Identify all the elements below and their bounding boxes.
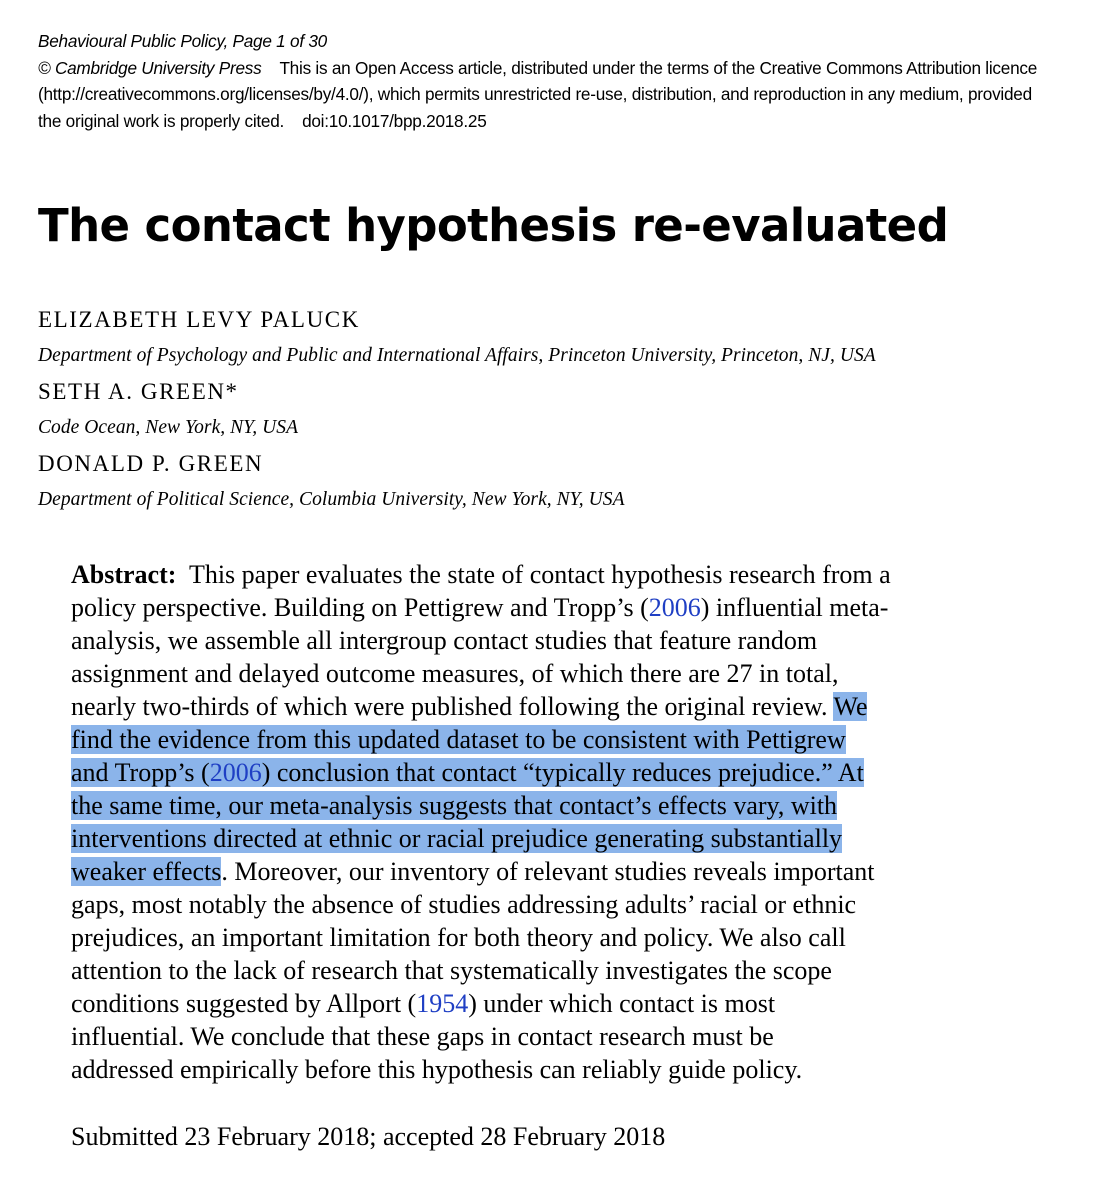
abstract-line bbox=[71, 723, 1071, 756]
abstract-line bbox=[71, 921, 1071, 954]
abstract-line bbox=[71, 591, 1071, 624]
abstract-line bbox=[71, 822, 1071, 855]
abstract-line bbox=[71, 987, 1071, 1020]
article-title: The contact hypothesis re-evaluated bbox=[38, 199, 949, 252]
abstract-text: ) influential meta- bbox=[700, 593, 889, 622]
highlighted-text[interactable]: weaker effects bbox=[71, 857, 222, 886]
abstract-line bbox=[71, 855, 1071, 888]
abstract-line bbox=[71, 954, 1071, 987]
publisher-copyright: © Cambridge University Press bbox=[38, 57, 262, 78]
abstract-text: nearly two-thirds of which were published following the original review. bbox=[71, 692, 828, 721]
highlighted-text[interactable]: We bbox=[833, 692, 868, 721]
license-text-3: the original work is properly cited. bbox=[38, 110, 285, 131]
abstract-text: gaps, most notably the absence of studies addressing adults’ racial or ethnic bbox=[71, 890, 857, 919]
author-affiliation-seth-green: Code Ocean, New York, NY, USA bbox=[38, 417, 299, 438]
abstract-text: addressed empirically before this hypothesis can reliably guide policy. bbox=[71, 1055, 803, 1084]
abstract-text: prejudices, an important limitation for both theory and policy. We also call bbox=[71, 923, 846, 952]
highlighted-text-part: and Tropp’s ( bbox=[71, 758, 210, 787]
abstract-text: . Moreover, our inventory of relevant studies reveals important bbox=[221, 857, 875, 886]
abstract-line bbox=[71, 756, 1071, 789]
highlighted-text-part: ) conclusion that contact “typically reduces prejudice.” At bbox=[261, 758, 864, 787]
highlighted-text[interactable]: the same time, our meta-analysis suggests that contact’s effects vary, with bbox=[71, 791, 838, 820]
license-line-2 bbox=[38, 81, 1068, 108]
author-affiliation-donald-green: Department of Political Science, Columbia University, New York, NY, USA bbox=[38, 489, 625, 510]
citation-link-2006[interactable]: 2006 bbox=[648, 593, 701, 622]
author-name-donald-green: DONALD P. GREEN bbox=[38, 451, 264, 476]
article-header bbox=[38, 28, 1068, 134]
abstract-line bbox=[71, 558, 1071, 591]
highlighted-text[interactable] bbox=[71, 758, 864, 787]
citation-link-1954[interactable]: 1954 bbox=[416, 989, 469, 1018]
highlighted-text[interactable]: interventions directed at ethnic or racial prejudice generating substantially bbox=[71, 824, 843, 853]
abstract-line bbox=[71, 657, 1071, 690]
doi: doi:10.1017/bpp.2018.25 bbox=[302, 110, 487, 131]
author-name-paluck: ELIZABETH LEVY PALUCK bbox=[38, 307, 360, 332]
abstract-line bbox=[71, 624, 1071, 657]
abstract-text: assignment and delayed outcome measures, of which there are 27 in total, bbox=[71, 659, 839, 688]
abstract bbox=[71, 558, 1071, 1086]
license-line-1 bbox=[38, 55, 1068, 82]
abstract-line bbox=[71, 690, 1071, 723]
journal-line bbox=[38, 28, 1068, 55]
abstract-line bbox=[71, 1020, 1071, 1053]
abstract-text: analysis, we assemble all intergroup contact studies that feature random bbox=[71, 626, 818, 655]
abstract-text: ) under which contact is most bbox=[468, 989, 776, 1018]
journal-citation: Behavioural Public Policy, Page 1 of 30 bbox=[38, 31, 327, 51]
highlighted-text[interactable]: find the evidence from this updated dataset to be consistent with Pettigrew bbox=[71, 725, 846, 754]
abstract-text: conditions suggested by Allport ( bbox=[71, 989, 417, 1018]
submission-dates: Submitted 23 February 2018; accepted 28 February 2018 bbox=[71, 1122, 666, 1151]
license-line-3 bbox=[38, 108, 1068, 135]
author-list bbox=[38, 302, 1068, 518]
abstract-text: attention to the lack of research that systematically investigates the scope bbox=[71, 956, 832, 985]
abstract-text: influential. We conclude that these gaps in contact research must be bbox=[71, 1022, 774, 1051]
author-name-seth-green: SETH A. GREEN* bbox=[38, 379, 239, 404]
abstract-label: Abstract: bbox=[71, 560, 177, 589]
citation-link-2006[interactable]: 2006 bbox=[209, 758, 262, 787]
author-affiliation-paluck: Department of Psychology and Public and International Affairs, Princeton University, Princeton, NJ, USA bbox=[38, 345, 876, 366]
abstract-line bbox=[71, 888, 1071, 921]
abstract-line bbox=[71, 789, 1071, 822]
abstract-text: policy perspective. Building on Pettigrew and Tropp’s ( bbox=[71, 593, 649, 622]
abstract-line bbox=[71, 1053, 1071, 1086]
abstract-text: This paper evaluates the state of contact hypothesis research from a bbox=[188, 560, 891, 589]
license-text-1: This is an Open Access article, distributed under the terms of the Creative Commons Attribution licence bbox=[279, 57, 1038, 78]
license-text-2: (http://creativecommons.org/licenses/by/4.0/), which permits unrestricted re-use, distribution, and reproduction in any medium, provided bbox=[38, 84, 1032, 105]
